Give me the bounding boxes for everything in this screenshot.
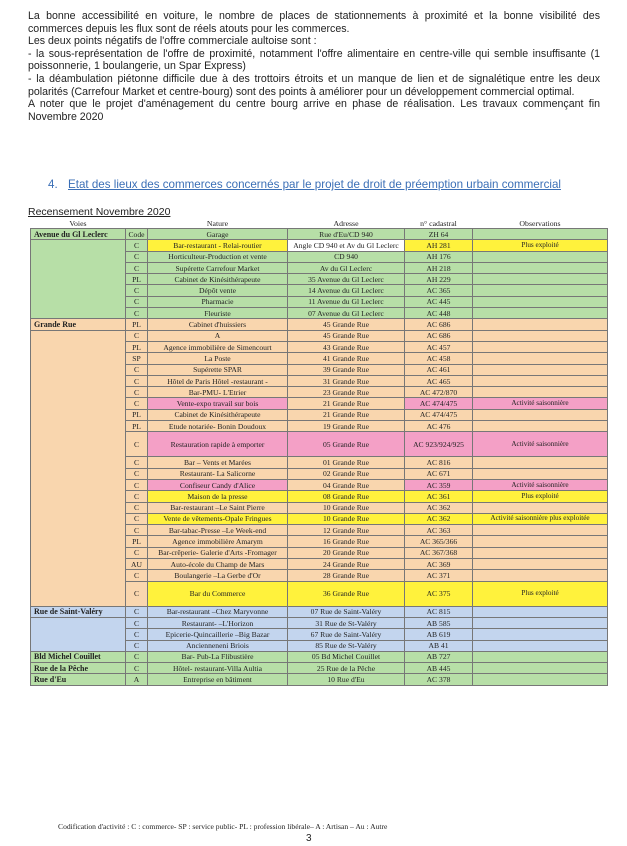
cell-nature: Confiseur Candy d'Alice bbox=[148, 479, 288, 490]
cell-voie bbox=[31, 296, 126, 307]
table-row bbox=[31, 479, 608, 490]
cell-observations bbox=[473, 229, 608, 240]
cell-code: C bbox=[126, 262, 148, 273]
cell-adresse: 08 Grande Rue bbox=[288, 491, 405, 502]
table-row bbox=[31, 606, 608, 617]
cell-voie bbox=[31, 457, 126, 468]
cell-voie bbox=[31, 398, 126, 409]
cell-adresse: 05 Bd Michel Couillet bbox=[288, 651, 405, 662]
cell-nature: Hôtel- restaurant-Villa Aultia bbox=[148, 663, 288, 674]
cell-nature: Hôtel de Paris Hôtel -restaurant - bbox=[148, 375, 288, 386]
cell-cadastral: AB 619 bbox=[405, 629, 473, 640]
cell-cadastral: AC 816 bbox=[405, 457, 473, 468]
cell-voie: Rue de Saint-Valéry bbox=[31, 606, 126, 617]
cell-voie bbox=[31, 547, 126, 558]
cell-adresse: 14 Avenue du Gl Leclerc bbox=[288, 285, 405, 296]
section-heading bbox=[48, 178, 588, 191]
table-row bbox=[31, 570, 608, 581]
col-header-voies: Voies bbox=[69, 219, 87, 228]
cell-code: PL bbox=[126, 536, 148, 547]
section-number: 4. bbox=[48, 178, 58, 191]
cell-observations bbox=[473, 502, 608, 513]
cell-code: PL bbox=[126, 409, 148, 420]
intro-paragraph: - la déambulation piétonne difficile due à des trottoirs étroits et un manque de lien et de signalétique entre les deux polarités (Carrefour Market et centre-bourg) sont des points à améliorer pour un développement commercial optimal. bbox=[28, 72, 600, 98]
cell-cadastral: AH 176 bbox=[405, 251, 473, 262]
cell-cadastral: AC 474/475 bbox=[405, 409, 473, 420]
table-row bbox=[31, 559, 608, 570]
cell-nature: Restaurant- –L'Horizon bbox=[148, 617, 288, 628]
cell-voie bbox=[31, 513, 126, 524]
cell-adresse: 67 Rue de Saint-Valéry bbox=[288, 629, 405, 640]
cell-voie bbox=[31, 240, 126, 251]
cell-code: C bbox=[126, 570, 148, 581]
cell-observations bbox=[473, 606, 608, 617]
table-row bbox=[31, 651, 608, 662]
cell-voie bbox=[31, 491, 126, 502]
cell-nature: Bar-tabac-Presse –Le Week-end bbox=[148, 525, 288, 536]
cell-adresse: 02 Grande Rue bbox=[288, 468, 405, 479]
cell-nature: Bar du Commerce bbox=[148, 581, 288, 606]
table-body bbox=[31, 229, 608, 686]
cell-observations bbox=[473, 375, 608, 386]
cell-cadastral: AH 229 bbox=[405, 274, 473, 285]
cell-adresse: 10 Grande Rue bbox=[288, 513, 405, 524]
cell-nature: Cabinet de Kinésithérapeute bbox=[148, 409, 288, 420]
cell-adresse: 41 Grande Rue bbox=[288, 353, 405, 364]
cell-voie bbox=[31, 341, 126, 352]
cell-voie bbox=[31, 640, 126, 651]
cell-adresse: 85 Rue de St-Valéry bbox=[288, 640, 405, 651]
cell-observations bbox=[473, 330, 608, 341]
cell-voie bbox=[31, 353, 126, 364]
cell-code: C bbox=[126, 285, 148, 296]
cell-code: C bbox=[126, 640, 148, 651]
cell-code: C bbox=[126, 663, 148, 674]
col-header-nature: Nature bbox=[206, 219, 229, 228]
cell-adresse: 21 Grande Rue bbox=[288, 398, 405, 409]
cell-cadastral: AC 362 bbox=[405, 502, 473, 513]
cell-cadastral: AC 369 bbox=[405, 559, 473, 570]
table-row bbox=[31, 663, 608, 674]
cell-cadastral: AC 378 bbox=[405, 674, 473, 685]
cell-voie: Grande Rue bbox=[31, 319, 126, 330]
cell-voie bbox=[31, 364, 126, 375]
cell-observations: Plus exploité bbox=[473, 240, 608, 251]
cell-observations bbox=[473, 421, 608, 432]
cell-code: C bbox=[126, 251, 148, 262]
cell-cadastral: AC 457 bbox=[405, 341, 473, 352]
intro-paragraph: - la sous-représentation de l'offre de proximité, notamment l'offre alimentaire en centre-ville qui semble insuffisante (1 poissonnerie, 1 boulangerie, un Spar Express) bbox=[28, 47, 600, 73]
cell-voie bbox=[31, 629, 126, 640]
cell-observations: Plus exploité bbox=[473, 581, 608, 606]
cell-voie bbox=[31, 262, 126, 273]
cell-adresse: Av du Gl Leclerc bbox=[288, 262, 405, 273]
table-row bbox=[31, 229, 608, 240]
cell-adresse: 04 Grande Rue bbox=[288, 479, 405, 490]
cell-cadastral: AC 815 bbox=[405, 606, 473, 617]
cell-observations bbox=[473, 629, 608, 640]
cell-code: AU bbox=[126, 559, 148, 570]
col-header-adresse: Adresse bbox=[333, 219, 359, 228]
cell-observations bbox=[473, 274, 608, 285]
cell-voie bbox=[31, 330, 126, 341]
cell-voie bbox=[31, 432, 126, 457]
cell-nature: Horticulteur-Production et vente bbox=[148, 251, 288, 262]
cell-nature: Agence immobilière de Simencourt bbox=[148, 341, 288, 352]
cell-observations: Activité saisonnière plus exploitée bbox=[473, 513, 608, 524]
cell-observations bbox=[473, 651, 608, 662]
table-header-row bbox=[31, 219, 608, 229]
cell-adresse: 24 Grande Rue bbox=[288, 559, 405, 570]
cell-cadastral: AC 461 bbox=[405, 364, 473, 375]
table-row bbox=[31, 319, 608, 330]
cell-code: PL bbox=[126, 341, 148, 352]
cell-voie bbox=[31, 274, 126, 285]
cell-cadastral: AB 727 bbox=[405, 651, 473, 662]
cell-voie bbox=[31, 375, 126, 386]
cell-observations bbox=[473, 457, 608, 468]
cell-adresse: Angle CD 940 et Av du Gl Leclerc bbox=[288, 240, 405, 251]
cell-cadastral: AC 448 bbox=[405, 308, 473, 319]
cell-code: PL bbox=[126, 319, 148, 330]
cell-nature: Maison de la presse bbox=[148, 491, 288, 502]
table-row bbox=[31, 341, 608, 352]
cell-adresse: 07 Rue de Saint-Valéry bbox=[288, 606, 405, 617]
cell-voie bbox=[31, 617, 126, 628]
table-row bbox=[31, 617, 608, 628]
cell-code: C bbox=[126, 364, 148, 375]
cell-nature: Dépôt vente bbox=[148, 285, 288, 296]
cell-code: C bbox=[126, 240, 148, 251]
commerce-table bbox=[30, 219, 608, 686]
cell-adresse: 36 Grande Rue bbox=[288, 581, 405, 606]
cell-code: C bbox=[126, 502, 148, 513]
cell-voie: Rue de la Pêche bbox=[31, 663, 126, 674]
cell-adresse: Rue d'Eu/CD 940 bbox=[288, 229, 405, 240]
cell-observations bbox=[473, 536, 608, 547]
cell-adresse: 35 Avenue du Gl Leclerc bbox=[288, 274, 405, 285]
cell-observations bbox=[473, 547, 608, 558]
cell-adresse: 10 Rue d'Eu bbox=[288, 674, 405, 685]
cell-nature: Bar-restaurant - Relai-routier bbox=[148, 240, 288, 251]
cell-code: C bbox=[126, 513, 148, 524]
cell-cadastral: AC 686 bbox=[405, 319, 473, 330]
cell-adresse: 31 Rue de St-Valéry bbox=[288, 617, 405, 628]
cell-nature: A bbox=[148, 330, 288, 341]
cell-code: C bbox=[126, 617, 148, 628]
table-row bbox=[31, 432, 608, 457]
cell-cadastral: AC 359 bbox=[405, 479, 473, 490]
cell-voie bbox=[31, 536, 126, 547]
cell-adresse: 23 Grande Rue bbox=[288, 387, 405, 398]
cell-nature: Restaurant- La Salicorne bbox=[148, 468, 288, 479]
section-title: Etat des lieux des commerces concernés par le projet de droit de préemption urbain commercial bbox=[68, 178, 561, 191]
cell-code: Code bbox=[126, 229, 148, 240]
cell-adresse: 25 Rue de la Pêche bbox=[288, 663, 405, 674]
table-row bbox=[31, 513, 608, 524]
cell-observations bbox=[473, 364, 608, 375]
cell-observations bbox=[473, 308, 608, 319]
table-row bbox=[31, 308, 608, 319]
cell-observations: Activité saisonnière bbox=[473, 479, 608, 490]
cell-observations bbox=[473, 663, 608, 674]
cell-code: SP bbox=[126, 353, 148, 364]
cell-code: C bbox=[126, 432, 148, 457]
cell-cadastral: AC 363 bbox=[405, 525, 473, 536]
cell-adresse: 21 Grande Rue bbox=[288, 409, 405, 420]
intro-text bbox=[28, 10, 600, 123]
cell-voie bbox=[31, 502, 126, 513]
cell-observations: Activité saisonnière bbox=[473, 398, 608, 409]
cell-adresse: 19 Grande Rue bbox=[288, 421, 405, 432]
cell-cadastral: AC 365/366 bbox=[405, 536, 473, 547]
cell-voie bbox=[31, 251, 126, 262]
cell-code: C bbox=[126, 525, 148, 536]
cell-adresse: 10 Grande Rue bbox=[288, 502, 405, 513]
col-header-observations: Observations bbox=[519, 219, 561, 228]
table-row bbox=[31, 536, 608, 547]
cell-nature: Epicerie-Quincaillerie –Big Bazar bbox=[148, 629, 288, 640]
cell-cadastral: AC 365 bbox=[405, 285, 473, 296]
cell-cadastral: AB 41 bbox=[405, 640, 473, 651]
cell-observations bbox=[473, 251, 608, 262]
cell-cadastral: AC 686 bbox=[405, 330, 473, 341]
cell-nature: Entreprise en bâtiment bbox=[148, 674, 288, 685]
cell-adresse: 05 Grande Rue bbox=[288, 432, 405, 457]
cell-cadastral: AC 474/475 bbox=[405, 398, 473, 409]
cell-nature: Cabinet de Kinésithérapeute bbox=[148, 274, 288, 285]
table-row bbox=[31, 251, 608, 262]
cell-adresse: 31 Grande Rue bbox=[288, 375, 405, 386]
page-number: 3 bbox=[306, 833, 312, 844]
cell-observations bbox=[473, 296, 608, 307]
cell-code: A bbox=[126, 674, 148, 685]
cell-cadastral: ZH 64 bbox=[405, 229, 473, 240]
cell-cadastral: AB 585 bbox=[405, 617, 473, 628]
cell-voie: Rue d'Eu bbox=[31, 674, 126, 685]
cell-observations bbox=[473, 674, 608, 685]
cell-code: C bbox=[126, 457, 148, 468]
cell-cadastral: AC 445 bbox=[405, 296, 473, 307]
cell-adresse: 12 Grande Rue bbox=[288, 525, 405, 536]
table-row bbox=[31, 364, 608, 375]
cell-voie bbox=[31, 559, 126, 570]
cell-adresse: 16 Grande Rue bbox=[288, 536, 405, 547]
cell-cadastral: AC 361 bbox=[405, 491, 473, 502]
cell-code: C bbox=[126, 330, 148, 341]
cell-code: C bbox=[126, 468, 148, 479]
cell-observations bbox=[473, 285, 608, 296]
table-row bbox=[31, 409, 608, 420]
cell-observations: Activité saisonnière bbox=[473, 432, 608, 457]
cell-voie bbox=[31, 581, 126, 606]
cell-cadastral: AC 923/924/925 bbox=[405, 432, 473, 457]
intro-paragraph: A noter que le projet d'aménagement du centre bourg arrive en phase de réalisation. Les travaux commençant fin Novembre 2020 bbox=[28, 98, 600, 123]
table-row bbox=[31, 262, 608, 273]
cell-nature: Supérette SPAR bbox=[148, 364, 288, 375]
cell-nature: Etude notariée- Bonin Doudoux bbox=[148, 421, 288, 432]
table-row bbox=[31, 398, 608, 409]
cell-adresse: 20 Grande Rue bbox=[288, 547, 405, 558]
cell-nature: Bar-restaurant –Chez Maryvonne bbox=[148, 606, 288, 617]
cell-nature: Bar- Pub-La Flibustière bbox=[148, 651, 288, 662]
cell-code: C bbox=[126, 398, 148, 409]
cell-cadastral: AC 476 bbox=[405, 421, 473, 432]
cell-nature: Garage bbox=[148, 229, 288, 240]
cell-code: C bbox=[126, 581, 148, 606]
table-row bbox=[31, 240, 608, 251]
cell-nature: Restauration rapide à emporter bbox=[148, 432, 288, 457]
col-header-code bbox=[126, 219, 148, 229]
cell-observations bbox=[473, 570, 608, 581]
cell-adresse: CD 940 bbox=[288, 251, 405, 262]
cell-voie bbox=[31, 387, 126, 398]
cell-cadastral: AC 371 bbox=[405, 570, 473, 581]
cell-observations bbox=[473, 409, 608, 420]
cell-observations bbox=[473, 353, 608, 364]
cell-observations bbox=[473, 617, 608, 628]
cell-voie bbox=[31, 409, 126, 420]
cell-code: C bbox=[126, 479, 148, 490]
table-row bbox=[31, 330, 608, 341]
cell-observations bbox=[473, 640, 608, 651]
cell-voie bbox=[31, 570, 126, 581]
cell-cadastral: AC 458 bbox=[405, 353, 473, 364]
codification-footnote: Codification d'activité : C : commerce- SP : service public- PL : profession libérale– A : Artisan – Au : Autre bbox=[58, 822, 388, 831]
cell-cadastral: AC 465 bbox=[405, 375, 473, 386]
cell-code: C bbox=[126, 547, 148, 558]
cell-code: C bbox=[126, 387, 148, 398]
cell-adresse: 28 Grande Rue bbox=[288, 570, 405, 581]
cell-cadastral: AC 375 bbox=[405, 581, 473, 606]
cell-code: C bbox=[126, 629, 148, 640]
cell-observations bbox=[473, 559, 608, 570]
cell-cadastral: AH 218 bbox=[405, 262, 473, 273]
cell-code: C bbox=[126, 651, 148, 662]
cell-cadastral: AB 445 bbox=[405, 663, 473, 674]
cell-voie bbox=[31, 479, 126, 490]
cell-code: C bbox=[126, 606, 148, 617]
cell-cadastral: AC 362 bbox=[405, 513, 473, 524]
cell-observations bbox=[473, 387, 608, 398]
table-row bbox=[31, 674, 608, 685]
cell-cadastral: AC 472/870 bbox=[405, 387, 473, 398]
cell-voie bbox=[31, 468, 126, 479]
cell-voie bbox=[31, 285, 126, 296]
cell-code: PL bbox=[126, 274, 148, 285]
census-subtitle: Recensement Novembre 2020 bbox=[28, 206, 171, 218]
cell-adresse: 43 Grande Rue bbox=[288, 341, 405, 352]
cell-adresse: 39 Grande Rue bbox=[288, 364, 405, 375]
cell-nature: Boulangerie –La Gerbe d'Or bbox=[148, 570, 288, 581]
table-row bbox=[31, 285, 608, 296]
cell-adresse: 01 Grande Rue bbox=[288, 457, 405, 468]
cell-adresse: 45 Grande Rue bbox=[288, 330, 405, 341]
cell-code: C bbox=[126, 308, 148, 319]
table-row bbox=[31, 502, 608, 513]
cell-adresse: 07 Avenue du Gl Leclerc bbox=[288, 308, 405, 319]
table-row bbox=[31, 491, 608, 502]
intro-paragraph: La bonne accessibilité en voiture, le nombre de places de stationnements à proximité et la bonne visibilité des commerces depuis les flux sont de réels atouts pour les commerces. bbox=[28, 10, 600, 35]
cell-voie bbox=[31, 421, 126, 432]
cell-observations bbox=[473, 468, 608, 479]
table-row bbox=[31, 274, 608, 285]
table-row bbox=[31, 353, 608, 364]
col-header-cadastral: n° cadastral bbox=[420, 219, 457, 228]
table-row bbox=[31, 629, 608, 640]
cell-observations bbox=[473, 262, 608, 273]
cell-nature: Auto-école du Champ de Mars bbox=[148, 559, 288, 570]
cell-nature: Vente-expo travail sur bois bbox=[148, 398, 288, 409]
table-row bbox=[31, 468, 608, 479]
table-row bbox=[31, 421, 608, 432]
table-row bbox=[31, 525, 608, 536]
cell-cadastral: AH 281 bbox=[405, 240, 473, 251]
cell-observations bbox=[473, 525, 608, 536]
table-row bbox=[31, 387, 608, 398]
table-row bbox=[31, 296, 608, 307]
cell-nature: Pharmacie bbox=[148, 296, 288, 307]
cell-cadastral: AC 367/368 bbox=[405, 547, 473, 558]
cell-voie bbox=[31, 308, 126, 319]
table-row bbox=[31, 457, 608, 468]
cell-cadastral: AC 671 bbox=[405, 468, 473, 479]
cell-nature: Bar-restaurant –Le Saint Pierre bbox=[148, 502, 288, 513]
cell-adresse: 45 Grande Rue bbox=[288, 319, 405, 330]
cell-voie bbox=[31, 525, 126, 536]
cell-adresse: 11 Avenue du Gl Leclerc bbox=[288, 296, 405, 307]
cell-nature: Bar-crêperie- Galerie d'Arts -Fromager bbox=[148, 547, 288, 558]
cell-nature: Vente de vêtements-Opale Fringues bbox=[148, 513, 288, 524]
table-row bbox=[31, 375, 608, 386]
cell-code: C bbox=[126, 375, 148, 386]
table-row bbox=[31, 547, 608, 558]
cell-code: PL bbox=[126, 421, 148, 432]
cell-code: C bbox=[126, 491, 148, 502]
cell-nature: Cabinet d'huissiers bbox=[148, 319, 288, 330]
cell-nature: Ancienneneni Briois bbox=[148, 640, 288, 651]
cell-observations bbox=[473, 319, 608, 330]
cell-nature: Bar – Vents et Marées bbox=[148, 457, 288, 468]
cell-nature: Fleuriste bbox=[148, 308, 288, 319]
cell-voie: Avenue du Gl Leclerc bbox=[31, 229, 126, 240]
table-row bbox=[31, 581, 608, 606]
table-row bbox=[31, 640, 608, 651]
cell-voie: Bld Michel Couillet bbox=[31, 651, 126, 662]
cell-nature: Agence immobilière Amarym bbox=[148, 536, 288, 547]
cell-nature: Bar-PMU- L'Etrier bbox=[148, 387, 288, 398]
cell-code: C bbox=[126, 296, 148, 307]
cell-observations bbox=[473, 341, 608, 352]
cell-nature: Supérette Carrefour Market bbox=[148, 262, 288, 273]
cell-observations: Plus exploité bbox=[473, 491, 608, 502]
intro-paragraph: Les deux points négatifs de l'offre commerciale aultoise sont : bbox=[28, 35, 317, 48]
cell-nature: La Poste bbox=[148, 353, 288, 364]
